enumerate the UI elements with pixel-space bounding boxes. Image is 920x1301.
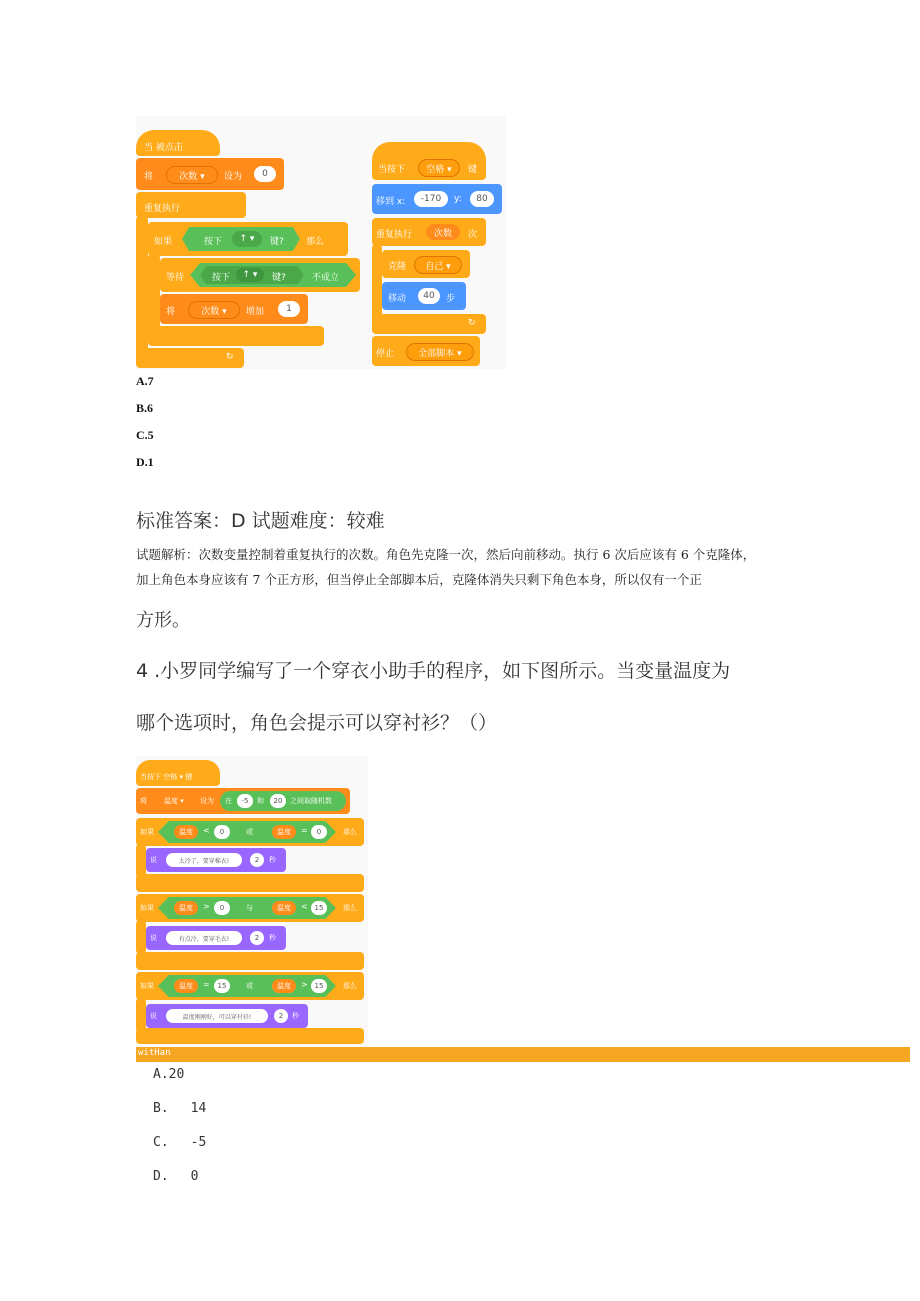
key-hat-label: 当按下 xyxy=(378,165,406,175)
q3-option-d: D.1 xyxy=(136,455,154,469)
hat-suffix: 键 xyxy=(468,165,478,175)
f2-if-block-1 xyxy=(136,818,364,846)
change-word: 将 xyxy=(166,307,176,317)
q4-option-d-letter: D. xyxy=(153,1169,169,1184)
f2-if1-var-b: 温度 xyxy=(272,825,296,839)
forever-block xyxy=(136,192,246,218)
change-value: 1 xyxy=(278,301,300,317)
q3-option-b: B.6 xyxy=(136,401,154,415)
f2-say1-secs-label: 秒 xyxy=(269,856,276,864)
f2-if2-then: 那么 xyxy=(343,904,357,912)
f2-rand-and: 和 xyxy=(257,797,264,805)
set-to-word: 设为 xyxy=(224,172,243,182)
change-by-word: 增加 xyxy=(246,307,265,317)
f2-if2-v2: 15 xyxy=(311,901,327,915)
inner-key-dropdown: ↑ ▾ xyxy=(236,268,264,282)
figure-scratch-1 xyxy=(136,116,506,369)
f2-if2-var-a: 温度 xyxy=(174,901,198,915)
f2-say2-secs-label: 秒 xyxy=(269,934,276,942)
q4-option-c-value: -5 xyxy=(190,1135,207,1150)
f2-say2-text: 有点冷，要穿毛衣! xyxy=(166,931,242,945)
goto-xy-block xyxy=(372,184,502,214)
q4-option-b xyxy=(153,1101,206,1116)
repeat-arrow-icon: ↻ xyxy=(468,318,476,328)
key-pressed-label: 按下 xyxy=(204,237,223,247)
f2-if-block-2 xyxy=(136,894,364,922)
q4-option-a-letter: A. xyxy=(153,1067,169,1082)
f2-if3-v1: 15 xyxy=(214,979,230,993)
analysis-line-1: 试题解析：次数变量控制着重复执行的次数。角色先克隆一次，然后向前移动。执行 6 次后应该有 6 个克隆体， xyxy=(136,547,756,562)
key-question: 键? xyxy=(270,237,284,247)
f2-if1-var-a: 温度 xyxy=(174,825,198,839)
f2-if3-v2: 15 xyxy=(311,979,327,993)
repeat-suffix: 次 xyxy=(468,230,478,240)
change-var-dropdown: 次数 ▾ xyxy=(188,301,240,319)
f2-rand-a: -5 xyxy=(237,794,253,808)
if-label: 如果 xyxy=(154,237,173,247)
q3-option-c: C.5 xyxy=(136,428,154,442)
then-label: 那么 xyxy=(306,237,325,247)
orange-banner xyxy=(136,1047,910,1062)
clone-target-dropdown: 自己 ▾ xyxy=(414,256,462,274)
f2-if-block-3 xyxy=(136,972,364,1000)
q4-option-a xyxy=(153,1067,184,1082)
f2-set-to: 设为 xyxy=(200,797,214,805)
set-value: 0 xyxy=(254,166,276,182)
f2-if1-op1: < xyxy=(203,826,210,835)
goto-y-label: y: xyxy=(454,194,462,204)
goto-y-value: 80 xyxy=(470,191,494,207)
q4-option-c-letter: C. xyxy=(153,1135,169,1150)
f2-when-key-hat xyxy=(136,760,220,786)
f2-say1-word: 说 xyxy=(150,856,157,864)
q4-option-d xyxy=(153,1169,198,1184)
f2-if2-bottom xyxy=(136,952,364,970)
move-value: 40 xyxy=(418,288,440,304)
set-variable-block xyxy=(136,158,284,190)
f2-say-block-3 xyxy=(146,1004,308,1028)
clone-block xyxy=(382,250,470,278)
analysis-line-3: 方形。 xyxy=(136,610,190,631)
f2-if1-v2: 0 xyxy=(311,825,327,839)
f2-if1-v1: 0 xyxy=(214,825,230,839)
figure-scratch-2 xyxy=(136,756,368,1046)
f2-if2-word: 如果 xyxy=(140,904,154,912)
loop-arrow-icon: ↻ xyxy=(226,352,234,362)
var-dropdown: 次数 ▾ xyxy=(166,166,218,184)
f2-if3-word: 如果 xyxy=(140,982,154,990)
change-variable-block xyxy=(160,294,308,324)
q4-question-line-1: 4 .小罗同学编写了一个穿衣小助手的程序，如下图所示。当变量温度为 xyxy=(136,660,731,682)
f2-if1-then: 那么 xyxy=(343,828,357,836)
q3-option-a: A.7 xyxy=(136,374,154,388)
clone-label: 克隆 xyxy=(388,262,407,272)
q4-option-b-letter: B. xyxy=(153,1101,169,1116)
repeat-bottom xyxy=(372,314,486,334)
f2-say-block-1 xyxy=(146,848,286,872)
not-label: 不成立 xyxy=(312,273,340,283)
f2-if3-var-b: 温度 xyxy=(272,979,296,993)
f2-rand-in: 在 xyxy=(225,797,232,805)
when-flag-hat xyxy=(136,130,220,156)
stop-label: 停止 xyxy=(376,349,395,359)
f2-set-random-block xyxy=(136,788,350,814)
f2-say3-secs: 2 xyxy=(274,1009,288,1023)
f2-if2-var-b: 温度 xyxy=(272,901,296,915)
move-suffix: 步 xyxy=(446,294,456,304)
forever-bottom xyxy=(136,348,244,368)
f2-if2-v1: 0 xyxy=(214,901,230,915)
f2-if3-or: 或 xyxy=(246,982,253,990)
f2-if2-op2: < xyxy=(301,902,308,911)
f2-set-word: 将 xyxy=(140,797,147,805)
f2-if3-var-a: 温度 xyxy=(174,979,198,993)
f2-say-block-2 xyxy=(146,926,286,950)
inner-key-label: 按下 xyxy=(212,273,231,283)
f2-say3-secs-label: 秒 xyxy=(292,1012,299,1020)
f2-say3-word: 说 xyxy=(150,1012,157,1020)
goto-x-value: -170 xyxy=(414,191,448,207)
stop-target-dropdown: 全部脚本 ▾ xyxy=(406,343,474,361)
q4-option-b-value: 14 xyxy=(190,1101,207,1116)
banner-text: witHan xyxy=(138,1048,171,1058)
forever-arm xyxy=(136,216,148,366)
f2-hat-label: 当按下 空格 ▾ 键 xyxy=(140,773,193,781)
f2-say2-word: 说 xyxy=(150,934,157,942)
f2-rand-b: 20 xyxy=(270,794,286,808)
hat-label: 当 被点击 xyxy=(144,143,183,153)
q4-option-a-value: 20 xyxy=(168,1067,185,1082)
if-block xyxy=(148,222,348,256)
f2-if1-or: 或 xyxy=(246,828,253,836)
key-dropdown: ↑ ▾ xyxy=(232,231,262,247)
q4-question-line-2: 哪个选项时，角色会提示可以穿衬衫？（） xyxy=(136,712,498,734)
if-arm xyxy=(148,254,160,334)
wait-label: 等待 xyxy=(166,273,185,283)
f2-say1-text: 太冷了，要穿棉衣! xyxy=(166,853,242,867)
f2-rand-suffix: 之间取随机数 xyxy=(290,797,332,805)
set-word: 将 xyxy=(144,172,154,182)
move-label: 移动 xyxy=(388,294,407,304)
repeat-count: 次数 xyxy=(426,224,460,240)
f2-if1-arm xyxy=(136,844,146,878)
if-bottom xyxy=(148,326,324,346)
f2-if3-arm xyxy=(136,998,146,1032)
wait-until-block xyxy=(160,258,360,292)
forever-label: 重复执行 xyxy=(144,204,181,214)
f2-if3-op2: > xyxy=(301,980,308,989)
when-key-hat xyxy=(372,142,486,180)
f2-if2-and: 与 xyxy=(246,904,253,912)
goto-label: 移到 x: xyxy=(376,197,406,207)
repeat-block xyxy=(372,218,486,246)
move-block xyxy=(382,282,466,310)
answer-line: 标准答案：D 试题难度：较难 xyxy=(136,510,385,532)
f2-if1-word: 如果 xyxy=(140,828,154,836)
f2-say1-secs: 2 xyxy=(250,853,264,867)
f2-set-var: 温度 ▾ xyxy=(164,797,184,805)
analysis-line-2: 加上角色本身应该有 7 个正方形，但当停止全部脚本后，克隆体消失只剩下角色本身，所以仅有一个正 xyxy=(136,572,702,587)
repeat-arm xyxy=(372,244,382,324)
hat-key-dropdown: 空格 ▾ xyxy=(418,159,460,177)
f2-say3-text: 温度刚刚好，可以穿衬衫! xyxy=(166,1009,268,1023)
q4-option-c xyxy=(153,1135,206,1150)
f2-if3-then: 那么 xyxy=(343,982,357,990)
f2-if2-arm xyxy=(136,920,146,954)
f2-if1-op2: = xyxy=(301,826,308,835)
f2-if3-bottom xyxy=(136,1028,364,1044)
f2-say2-secs: 2 xyxy=(250,931,264,945)
f2-if2-op1: > xyxy=(203,902,210,911)
stop-block xyxy=(372,336,480,366)
repeat-label: 重复执行 xyxy=(376,230,413,240)
q4-option-d-value: 0 xyxy=(190,1169,199,1184)
f2-if1-bottom xyxy=(136,874,364,892)
inner-key-question: 键? xyxy=(272,273,286,283)
f2-if3-op1: = xyxy=(203,980,210,989)
